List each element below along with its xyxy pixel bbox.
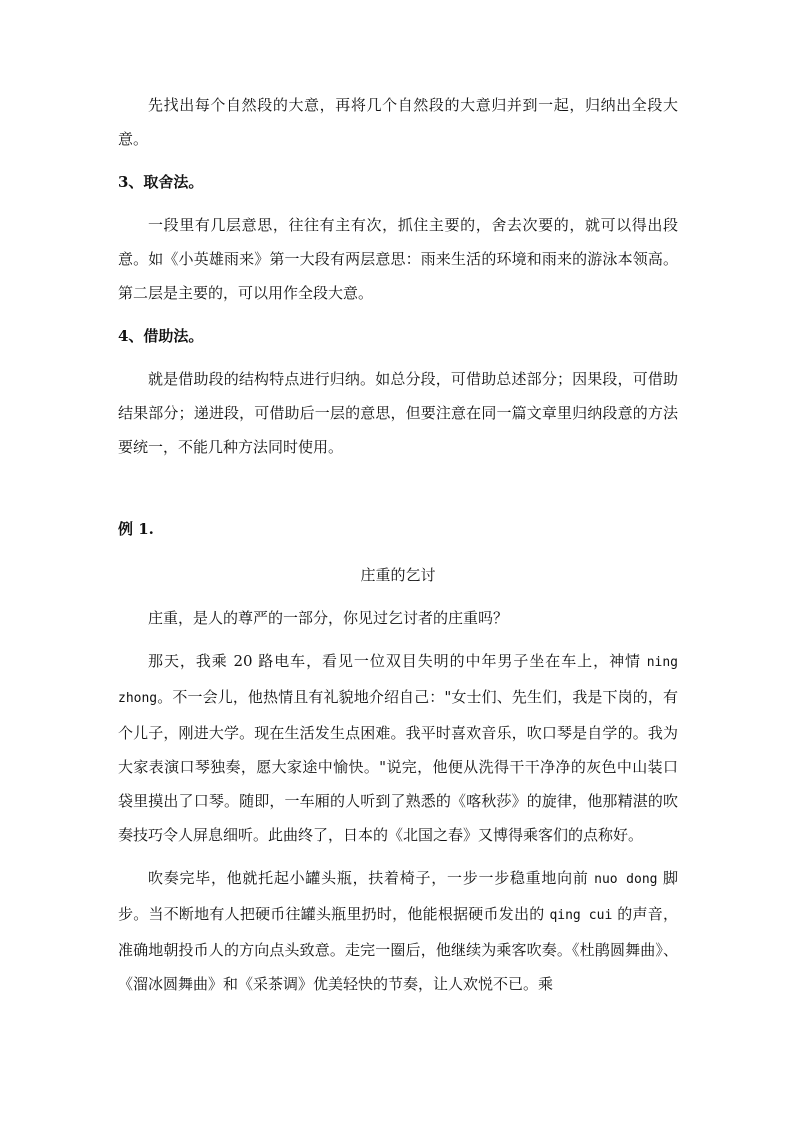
document-page <box>118 88 678 1001</box>
heading-method-3: 3、取舍法。 <box>118 173 204 191</box>
paragraph-selection-method: 一段里有几层意思，往往有主有次，抓住主要的，舍去次要的，就可以得出段意。如《小英雄雨来》第一大段有两层意思：雨来生活的环境和雨来的游泳本领高。第二层是主要的，可以用作全段大意。 <box>118 216 678 302</box>
pinyin-ning-zhong: ning zhong <box>118 655 678 706</box>
article-paragraph-3-part-b: 脚步。当不断地有人把硬币往罐头瓶里扔时，他能根据硬币发出的 <box>118 869 678 923</box>
pinyin-qing-cui: qing cui <box>549 908 613 923</box>
article-paragraph-3-part-a: 吹奏完毕，他就托起小罐头瓶，扶着椅子，一步一步稳重地向前 <box>148 869 595 887</box>
article-paragraph-3-part-c: 的声音，准确地朝投币人的方向点头致意。走完一圈后，他继续为乘客吹奏。《杜鹃圆舞曲》、《溜冰圆舞曲》和《采茶调》优美轻快的节奏，让人欢悦不已。乘 <box>118 905 678 993</box>
article-paragraph-2 <box>118 644 678 852</box>
article-title: 庄重的乞讨 <box>360 566 436 584</box>
paragraph-structure-method: 就是借助段的结构特点进行归纳。如总分段，可借助总述部分；因果段，可借助结果部分；递进段，可借助后一层的意思，但要注意在同一篇文章里归纳段意的方法要统一，不能几种方法同时使用。 <box>118 370 678 456</box>
article-paragraph-2-part-a: 那天，我乘 20 路电车，看见一位双目失明的中年男子坐在车上，神情 <box>148 652 647 670</box>
paragraph-summary-method: 先找出每个自然段的大意，再将几个自然段的大意归并到一起，归纳出全段大意。 <box>118 96 678 148</box>
article-paragraph-1: 庄重，是人的尊严的一部分，你见过乞讨者的庄重吗？ <box>148 609 509 627</box>
example-label: 例 1. <box>118 520 154 538</box>
heading-method-4: 4、借助法。 <box>118 327 204 345</box>
pinyin-nuo-dong: nuo dong <box>594 872 658 887</box>
article-paragraph-3 <box>118 861 678 1001</box>
article-paragraph-2-part-b: 。不一会儿，他热情且有礼貌地介绍自己："女士们、先生们，我是下岗的，有个儿子，刚进大学。现在生活发生点困难。我平时喜欢音乐，吹口琴是自学的。我为大家表演口琴独奏，愿大家途中愉快。"说完，他便从洗得干干净净的灰色中山装口袋里摸出了口琴。随即，一车厢的人听到了熟悉的《喀秋莎》的旋律，他那精湛的吹奏技巧令人屏息细听。此曲终了，日本的《北国之春》又博得乘客们的点称好。 <box>118 688 678 844</box>
